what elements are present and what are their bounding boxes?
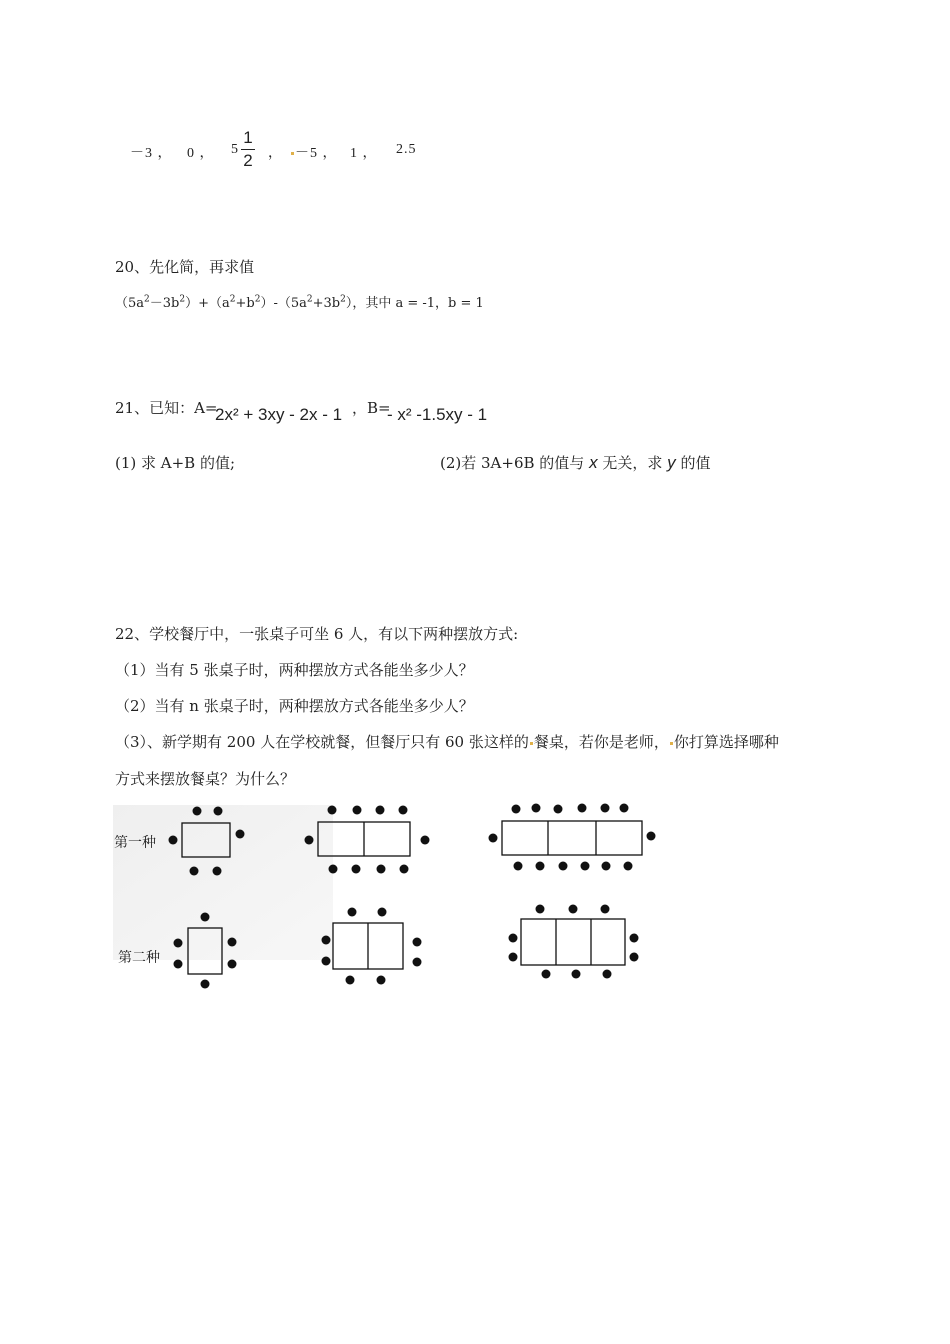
seat (647, 832, 656, 841)
arrangement-two-table2 (322, 908, 422, 985)
list-item: 2.5 (396, 142, 417, 157)
list-separator: ， (268, 146, 283, 161)
seat (624, 862, 633, 871)
question-21-title: 21、已知：A= (115, 399, 218, 417)
seat (536, 862, 545, 871)
seat (376, 806, 385, 815)
seat (201, 980, 210, 989)
seat (630, 934, 639, 943)
seat (509, 934, 518, 943)
label-second-arrangement: 第二种 (118, 950, 160, 966)
seat (353, 806, 362, 815)
seat (601, 804, 610, 813)
seat (559, 862, 568, 871)
expr-part: ），其中 a = -1，b = 1 (345, 296, 484, 311)
seat (413, 958, 422, 967)
expr-part: ）+（a (185, 296, 230, 311)
figure-background (113, 805, 333, 960)
fraction-numerator: 1 (243, 128, 253, 147)
question-22-part1: （1）当有 5 张桌子时，两种摆放方式各能坐多少人？ (115, 661, 474, 679)
table (521, 919, 625, 965)
seat (578, 804, 587, 813)
part3-text: （3）、新学期有 200 人在学校就餐，但餐厅只有 60 张这样的 (115, 733, 529, 751)
seat (352, 865, 361, 874)
question-20-title: 20、先化简，再求值 (115, 258, 255, 276)
question-22-title: 22、学校餐厅中，一张桌子可坐 6 人，有以下两种摆放方式: (115, 625, 519, 643)
part3-text: 你打算选择哪种 (673, 733, 779, 751)
expr-part: （5a (115, 296, 145, 311)
variable-y: y (667, 453, 676, 472)
seat (193, 807, 202, 816)
seat (228, 938, 237, 947)
seat (377, 865, 386, 874)
exponent: 2 (229, 294, 236, 305)
label-first-arrangement: 第一种 (114, 835, 156, 851)
seat (400, 865, 409, 874)
seat (174, 960, 183, 969)
seat (536, 905, 545, 914)
seat (322, 957, 331, 966)
seat (512, 805, 521, 814)
expr-part: ）-（5a (260, 296, 307, 311)
table (502, 821, 642, 855)
seat (228, 960, 237, 969)
seat (601, 905, 610, 914)
seat (421, 836, 430, 845)
exponent: 2 (340, 294, 346, 305)
question-21-part1: (1) 求 A+B 的值; (115, 454, 236, 472)
seat (542, 970, 551, 979)
question-22-part2: （2）当有 n 张桌子时，两种摆放方式各能坐多少人？ (115, 697, 474, 715)
seat (514, 862, 523, 871)
seat (630, 953, 639, 962)
seat (305, 836, 314, 845)
part2-text: 无关，求 (602, 454, 663, 472)
expression-b: - x² -1.5xy - 1 (387, 405, 488, 424)
arrangement-one-table3 (489, 804, 656, 871)
seat (169, 836, 178, 845)
b-label: ，B= (352, 399, 391, 417)
seat (399, 806, 408, 815)
seat (213, 867, 222, 876)
seat (569, 905, 578, 914)
seat (174, 939, 183, 948)
exponent: 2 (144, 294, 150, 305)
expr-part: +b (235, 296, 255, 311)
list-item-text: －5 ， (295, 146, 338, 161)
seat (581, 862, 590, 871)
question-22-part3-line2: 方式来摆放餐桌？为什么？ (115, 770, 296, 788)
part2-text: (2)若 3A+6B 的值与 (440, 454, 585, 472)
seat (572, 970, 581, 979)
seat (346, 976, 355, 985)
part3-text: 餐桌，若你是老师， (533, 733, 669, 751)
arrangement-two-table3 (509, 905, 639, 979)
seat (377, 976, 386, 985)
seat (602, 862, 611, 871)
fraction-denominator: 2 (243, 151, 253, 170)
seat (489, 834, 498, 843)
seat (509, 953, 518, 962)
list-item: 1 ， (350, 146, 378, 161)
exponent: 2 (306, 294, 313, 305)
mixed-number-whole: 5 (231, 142, 239, 157)
seat (201, 913, 210, 922)
seat (214, 807, 223, 816)
seat (329, 865, 338, 874)
seat (603, 970, 612, 979)
list-item: 0 ， (187, 146, 215, 161)
part2-text: 的值 (680, 454, 711, 472)
seat (322, 936, 331, 945)
seat (348, 908, 357, 917)
seat (378, 908, 387, 917)
seat (532, 804, 541, 813)
expr-part: +3b (312, 296, 341, 311)
seat (413, 938, 422, 947)
variable-x: x (589, 453, 598, 472)
seat (620, 804, 629, 813)
seat (328, 806, 337, 815)
seat (554, 805, 563, 814)
expr-part: －3b (149, 296, 180, 311)
expression-a: 2x² + 3xy - 2x - 1 (215, 405, 343, 424)
exponent: 2 (254, 294, 261, 305)
seat (190, 867, 199, 876)
list-item: －3 ， (130, 146, 173, 161)
exponent: 2 (179, 294, 186, 305)
seat (236, 830, 245, 839)
